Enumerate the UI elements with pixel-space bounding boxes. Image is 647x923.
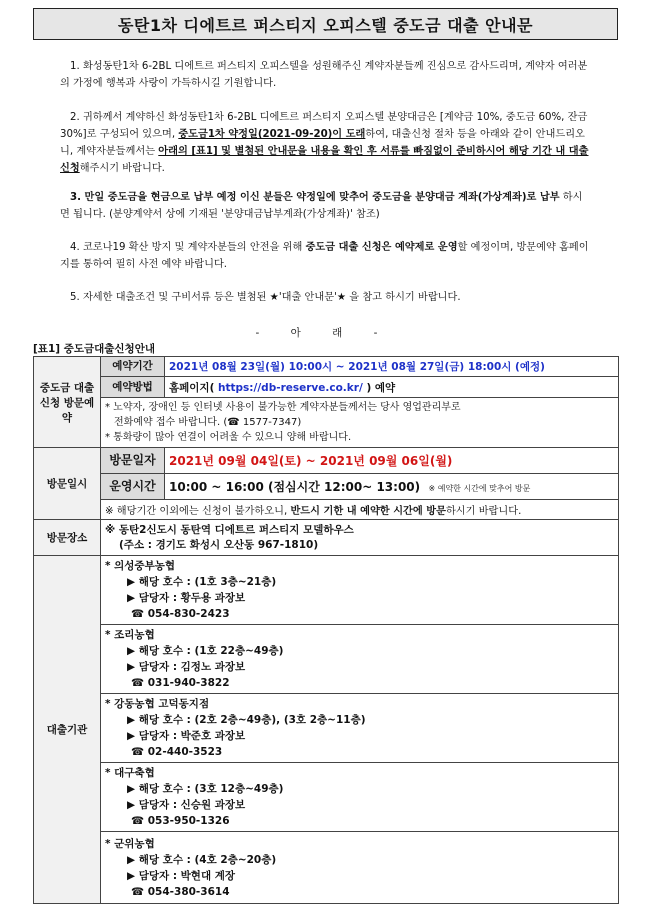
visit-time-label: 운영시간 xyxy=(101,474,165,500)
paragraph-4 xyxy=(60,239,590,273)
lender-manager: ▶ 담당자 : 박현대 계장 xyxy=(127,869,236,882)
paragraph-5 xyxy=(60,289,590,306)
lender-units: ▶ 해당 호수 : (1호 22층~49층) xyxy=(127,645,284,657)
reservation-label: 중도금 대출신청 방문예약 xyxy=(34,357,101,448)
place-line-2: (주소 : 경기도 화성시 오산동 967-1810) xyxy=(119,538,319,551)
lender-phone: ☎ 02-440-3523 xyxy=(131,746,223,758)
method-value xyxy=(165,377,619,398)
table-row xyxy=(34,474,619,500)
visit-note xyxy=(101,500,619,520)
lender-name: * 의성중부농협 xyxy=(105,560,176,572)
section-divider-heading: - 아 래 - xyxy=(255,327,392,339)
lender-item xyxy=(101,625,619,694)
paragraph-2 xyxy=(60,109,590,177)
lender-manager: ▶ 담당자 : 신승원 과장보 xyxy=(127,799,246,811)
reservation-note-3: * 통화량이 많아 연결이 어려울 수 있으니 양해 바랍니다. xyxy=(105,432,352,443)
table-row xyxy=(34,625,619,694)
method-prefix: 홈페이지( xyxy=(169,381,219,394)
table-row xyxy=(34,357,619,377)
lender-units: ▶ 해당 호수 : (2호 2층~49층), (3호 2층~11층) xyxy=(127,714,366,726)
lender-name: * 조리농협 xyxy=(105,629,155,641)
paragraph-1-text: 1. 화성동탄1차 6-2BL 디에트르 퍼스티지 오피스텔을 성원해주신 계약자분들께 진심으로 감사드리며, 계약자 여러분의 가정에 행복과 사랑이 가득하시길 기원합니다. xyxy=(60,61,588,89)
paragraph-3 xyxy=(60,189,590,223)
lender-units: ▶ 해당 호수 : (4호 2층~20층) xyxy=(127,853,277,866)
place-value xyxy=(101,520,619,556)
table-row xyxy=(34,763,619,832)
paragraph-4-text-c: 할 예정이며, 방문예약 홈페이지를 통하여 필히 사전 예약 바랍니다. xyxy=(60,242,589,270)
reservation-notes xyxy=(101,398,619,448)
paragraph-3-text-b: 하시면 됩니다. (분양계약서 상에 기재된 '분양대금납부계좌(가상계좌)' 참조) xyxy=(60,192,583,220)
lenders-label: 대출기관 xyxy=(34,556,101,904)
visit-time-cell xyxy=(165,474,619,500)
lender-item xyxy=(101,556,619,625)
title-box xyxy=(33,8,618,40)
paragraph-4-text-b: 중도금 대출 신청은 예약제로 운영 xyxy=(305,242,458,253)
paragraph-3-text-a: 3. 만일 중도금을 현금으로 납부 예정 이신 분들은 약정일에 맞추어 중도금을 분양대금 계좌(가상계좌)로 납부 xyxy=(70,192,560,203)
paragraph-4-text-a: 4. 코로나19 확산 방지 및 계약자분들의 안전을 위해 xyxy=(70,242,306,253)
lender-item xyxy=(101,763,619,832)
table-row xyxy=(34,694,619,763)
visit-time-note: ※ 예약한 시간에 맞추어 방문 xyxy=(428,484,531,493)
loan-info-table xyxy=(33,356,619,904)
paragraph-2-text-a: 2. 귀하께서 계약하신 화성동탄1차 6-2BL 디에트르 퍼스티지 오피스텔 분양대금은 [계약금 10%, 중도금 60%, 잔금 30%]로 구성되어 있으며, xyxy=(60,112,588,140)
table-row xyxy=(34,520,619,556)
visit-note-c: 하시기 바랍니다. xyxy=(445,506,522,517)
reservation-link[interactable]: https://db-reserve.co.kr/ xyxy=(218,381,363,394)
lender-name: * 군위농협 xyxy=(105,837,155,850)
visit-time-value: 10:00 ~ 16:00 (점심시간 12:00~ 13:00) xyxy=(169,480,421,494)
paragraph-1 xyxy=(60,58,590,92)
lender-phone: ☎ 054-830-2423 xyxy=(131,608,230,620)
lender-manager: ▶ 담당자 : 박준호 과장보 xyxy=(127,730,246,742)
table-row xyxy=(34,832,619,904)
visit-date-label: 방문일자 xyxy=(101,448,165,474)
reservation-note-2: 전화예약 접수 바랍니다. (☎ 1577-7347) xyxy=(114,417,302,428)
visit-date-value: 2021년 09월 04일(토) ~ 2021년 09월 06일(월) xyxy=(165,448,619,474)
table-caption: [표1] 중도금대출신청안내 xyxy=(33,343,155,355)
place-line-1: ※ 동탄2신도시 동탄역 디에트르 퍼스티지 모델하우스 xyxy=(105,523,354,536)
method-label: 예약방법 xyxy=(101,377,165,398)
reservation-note-1: * 노약자, 장애인 등 인터넷 사용이 불가능한 계약자분들께서는 당사 영업관리부로 xyxy=(105,402,461,413)
paragraph-2-text-d: 아래의 [표1] 및 별첨된 안내문을 내용을 확인 후 서류를 빠짐없이 준비하시어 해당 기간 내 대출 신청 xyxy=(60,146,589,174)
lender-manager: ▶ 담당자 : 김정노 과장보 xyxy=(127,661,246,673)
lender-name: * 대구축협 xyxy=(105,767,155,779)
place-label: 방문장소 xyxy=(34,520,101,556)
paragraph-2-text-c: 하여, 대출신청 절차 등을 아래와 같이 안내드리오니, 계약자분들께서는 xyxy=(60,129,585,157)
method-suffix: ) 예약 xyxy=(362,381,396,394)
page-title: 동탄1차 디에트르 퍼스티지 오피스텔 중도금 대출 안내문 xyxy=(117,15,534,35)
period-value: 2021년 08월 23일(월) 10:00시 ~ 2021년 08월 27일(금) 18:00시 (예정) xyxy=(165,357,619,377)
lender-manager: ▶ 담당자 : 황두용 과장보 xyxy=(127,592,246,604)
lender-units: ▶ 해당 호수 : (1호 3층~21층) xyxy=(127,576,277,588)
paragraph-2-text-b: 중도금1차 약정일(2021-09-20)이 도래 xyxy=(178,129,366,140)
lender-phone: ☎ 054-380-3614 xyxy=(131,885,230,898)
visit-label: 방문일시 xyxy=(34,448,101,520)
lender-phone: ☎ 053-950-1326 xyxy=(131,815,230,827)
table-row xyxy=(34,556,619,625)
table-row xyxy=(34,448,619,474)
lender-phone: ☎ 031-940-3822 xyxy=(131,677,230,689)
table-row xyxy=(34,377,619,398)
paragraph-5-text: 5. 자세한 대출조건 및 구비서류 등은 별첨된 ★'대출 안내문'★ 을 참고 하시기 바랍니다. xyxy=(70,292,461,303)
visit-note-b: 반드시 기한 내 예약한 시간에 방문 xyxy=(290,506,446,517)
table-row xyxy=(34,500,619,520)
lender-units: ▶ 해당 호수 : (3호 12층~49층) xyxy=(127,783,284,795)
paragraph-2-text-e: 해주시기 바랍니다. xyxy=(79,163,165,174)
lender-item xyxy=(101,832,619,904)
lender-item xyxy=(101,694,619,763)
lender-name: * 강동농협 고덕동지점 xyxy=(105,698,210,710)
period-label: 예약기간 xyxy=(101,357,165,377)
visit-note-a: ※ 해당기간 이외에는 신청이 불가하오니, xyxy=(105,506,291,517)
table-row xyxy=(34,398,619,448)
